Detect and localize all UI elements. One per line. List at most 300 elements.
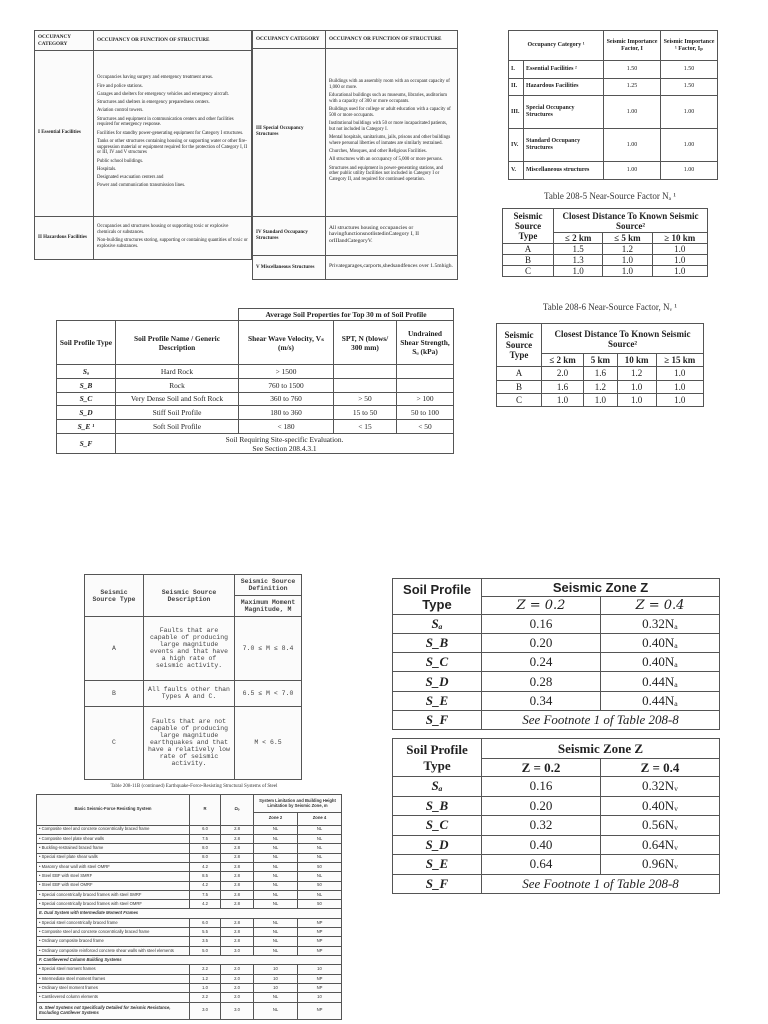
cell: 1.2 — [190, 974, 221, 983]
cell: C — [85, 706, 144, 779]
category-cell: IV Standard Occupancy Structures — [253, 216, 326, 255]
cell: 1.50 — [661, 61, 718, 79]
cell: S_F — [393, 710, 482, 729]
note-line: See Section 208.4.3.1 — [252, 443, 317, 453]
function-item: Structures and equipment in communication centers and other facilities required for emergency response. — [97, 116, 234, 128]
row-label: Standard Occupancy Structures — [524, 129, 604, 162]
header-omega: Ωₒ — [221, 795, 254, 826]
function-item: All structures housing occupancies or havingfunctionsnotlistedinCategory I, II orIIIandCategoryV. — [329, 224, 419, 244]
cell — [116, 434, 454, 454]
cell: • Special steel plate shear walls — [37, 853, 190, 862]
category-cell: III Special Occupancy Structures — [253, 49, 326, 217]
cell: 2.8 — [221, 900, 254, 909]
header-importance-p: Seismic Importance ¹ Factor, Iₚ — [661, 31, 718, 61]
cell: 0.32 — [482, 816, 601, 836]
cell: 1.0 — [603, 255, 652, 266]
cell: Sₐ — [57, 365, 116, 379]
cell: A — [497, 367, 542, 380]
header-occupancy-function: OCCUPANCY OR FUNCTION OF STRUCTURE — [94, 31, 252, 51]
table-row — [497, 380, 704, 393]
row-number: V. — [509, 162, 524, 180]
row-label: Miscellaneous structures — [524, 162, 604, 180]
cell: A — [503, 244, 554, 255]
cell: 15 to 50 — [334, 406, 397, 420]
table-row — [57, 420, 454, 434]
ca-table-panel — [392, 578, 720, 730]
cell: S_F — [393, 874, 482, 894]
cell: Sₐ — [393, 777, 482, 797]
function-item: Power and communication transmission lines. — [97, 183, 186, 189]
occupancy-table-1 — [34, 30, 252, 260]
cell: 5.0 — [190, 946, 221, 955]
cell: B — [497, 380, 542, 393]
function-item: Hospitals. — [97, 166, 117, 172]
near-source-v-caption: Table 208-6 Near-Source Factor, Nᵥ ¹ — [542, 302, 678, 312]
cell: NP — [297, 974, 341, 983]
column-header: 10 km — [617, 354, 656, 367]
header-source-type: Seismic Source Type — [85, 575, 144, 617]
cell — [397, 365, 454, 379]
cell: 0.24 — [482, 653, 601, 672]
cell: NL — [254, 872, 298, 881]
cell — [334, 378, 397, 392]
cell: 2.2 — [190, 965, 221, 974]
function-list — [326, 256, 458, 280]
cell: 6.5 ≤ M < 7.0 — [235, 680, 302, 706]
function-item: Public school buildings. — [97, 158, 144, 164]
cell: 2.0 — [542, 367, 584, 380]
cell: S_D — [393, 835, 482, 855]
header-system: Basic Seismic-Force Resisting System — [37, 795, 190, 826]
row-number: II. — [509, 78, 524, 96]
importance-table — [508, 30, 718, 180]
cell: S_E — [393, 691, 482, 710]
cell: 1.00 — [604, 129, 661, 162]
table-row — [37, 993, 342, 1002]
cell: 1.00 — [661, 129, 718, 162]
header-occupancy-function: OCCUPANCY OR FUNCTION OF STRUCTURE — [326, 31, 458, 49]
header-zone-4: Zone 4 — [297, 813, 341, 826]
column-header: ≥ 15 km — [656, 354, 703, 367]
cell: NL — [254, 881, 298, 890]
table-row — [393, 874, 720, 894]
table-row — [393, 796, 720, 816]
cell: NL — [254, 1002, 298, 1019]
cell: 2.8 — [221, 918, 254, 927]
cell: 1.2 — [617, 367, 656, 380]
cell: NP — [297, 984, 341, 993]
cell: 1.0 — [652, 255, 707, 266]
occupancy-table-1-panel — [34, 30, 252, 260]
cell: S_C — [393, 653, 482, 672]
function-list — [326, 49, 458, 217]
cell: • Special steel moment frames — [37, 965, 190, 974]
cell: 1.0 — [603, 266, 652, 277]
cell: 1.0 — [656, 393, 703, 406]
header-spt: SPT, N (blows/ 300 mm) — [334, 321, 397, 365]
cell: 0.64Nᵥ — [600, 835, 719, 855]
cell: 0.32Nₐ — [601, 615, 720, 634]
table-row — [497, 367, 704, 380]
cell: > 100 — [397, 392, 454, 406]
occupancy-table-2-panel — [252, 30, 458, 280]
source-type-table — [84, 574, 302, 780]
cell: NL — [297, 890, 341, 899]
note-line: Soil Requiring Site-specific Evaluation. — [225, 434, 344, 444]
cell: S_C — [393, 816, 482, 836]
cell: Rock — [116, 378, 239, 392]
cell: 360 to 760 — [239, 392, 334, 406]
table-row — [57, 392, 454, 406]
cell: 7.5 — [190, 834, 221, 843]
function-item: Institutional buildings with 50 or more incapacitated patients, but not included in Category I. — [329, 121, 448, 132]
column-header: Z = 0.4 — [601, 597, 720, 615]
cell: 0.20 — [482, 634, 601, 653]
cell: NL — [254, 834, 298, 843]
function-item: Aviation control towers. — [97, 108, 144, 114]
cell: 4.2 — [190, 881, 221, 890]
cell: < 15 — [334, 420, 397, 434]
cell: 8.5 — [190, 872, 221, 881]
cell: NP — [297, 937, 341, 946]
function-item: Buildings used for college or adult education with a capacity of 500 or more occupants. — [329, 107, 451, 118]
table-row — [509, 96, 718, 129]
cell: 1.0 — [542, 393, 584, 406]
table-row — [37, 834, 342, 843]
cell: 2.0 — [221, 984, 254, 993]
cell: 0.40Nₐ — [601, 653, 720, 672]
cell: > 50 — [334, 392, 397, 406]
table-row — [37, 844, 342, 853]
cell: 2.8 — [221, 834, 254, 843]
cell: 0.44Nₐ — [601, 691, 720, 710]
cell: NP — [297, 946, 341, 955]
cv-table — [392, 738, 720, 894]
header-source-type: Seismic Source Type — [497, 324, 542, 367]
cell: 1.50 — [661, 78, 718, 96]
cell: 1.0 — [190, 984, 221, 993]
occupancy-table-2 — [252, 30, 458, 280]
cell: NL — [254, 993, 298, 1002]
row-number: III. — [509, 96, 524, 129]
cell: • Composite steel and concrete concentrically braced frame — [37, 825, 190, 834]
column-header: ≤ 5 km — [603, 233, 652, 244]
table-row — [57, 378, 454, 392]
cell: NL — [254, 844, 298, 853]
row-number: I. — [509, 61, 524, 79]
cell: B — [503, 255, 554, 266]
header-seismic-zone: Seismic Zone Z — [482, 739, 720, 759]
cell: 1.6 — [584, 367, 618, 380]
cell: NP — [297, 918, 341, 927]
table-row — [57, 434, 454, 454]
near-source-a-caption: Table 208-5 Near-Source Factor Nₐ ¹ — [543, 191, 677, 201]
cell: 50 — [297, 900, 341, 909]
cell: 1.2 — [603, 244, 652, 255]
header-average-properties: Average Soil Properties for Top 30 m of Soil Profile — [239, 309, 454, 321]
cell: Soft Soil Profile — [116, 420, 239, 434]
header-distance: Closest Distance To Known Seismic Source² — [542, 324, 704, 354]
column-header: ≤ 2 km — [554, 233, 603, 244]
cell: 2.8 — [221, 862, 254, 871]
cell: NL — [254, 937, 298, 946]
cell: 2.0 — [221, 993, 254, 1002]
cell: 0.40Nᵥ — [600, 796, 719, 816]
header-occupancy-category: OCCUPANCY CATEGORY — [253, 31, 326, 49]
function-item: Privategarages,carports,shedsandfences over 1.5mhigh. — [329, 262, 453, 269]
cell: 1.50 — [604, 61, 661, 79]
table-row — [37, 890, 342, 899]
section-row — [37, 909, 342, 918]
cell: NL — [254, 946, 298, 955]
header-undrained-shear: Undrained Shear Strength, Sᵤ (kPa) — [397, 321, 454, 365]
table-row — [393, 777, 720, 797]
cell: 0.56Nᵥ — [600, 816, 719, 836]
function-item: Occupancies having surgery and emergency treatment areas. — [97, 75, 214, 81]
cell: S_E — [393, 855, 482, 875]
importance-table-panel — [508, 30, 718, 180]
cell: 3.0 — [190, 1002, 221, 1019]
cell: 1.6 — [542, 380, 584, 393]
cell: 180 to 360 — [239, 406, 334, 420]
cell: Faults that are capable of producing large magnitude events and that have a high rate of seismic activity. — [144, 617, 235, 681]
near-source-v-table — [496, 323, 704, 407]
column-header: Z = 0.2 — [482, 759, 601, 777]
ca-table — [392, 578, 720, 730]
cell: 0.64 — [482, 855, 601, 875]
table-row — [497, 393, 704, 406]
cell: 1.0 — [554, 266, 603, 277]
cell: 0.40 — [482, 835, 601, 855]
table-row — [37, 825, 342, 834]
row-number: IV. — [509, 129, 524, 162]
cell: 2.2 — [190, 993, 221, 1002]
cell: S_B — [57, 378, 116, 392]
table-row — [509, 78, 718, 96]
cell: 1.00 — [661, 96, 718, 129]
cell: 2.8 — [221, 890, 254, 899]
cell: 1.0 — [617, 380, 656, 393]
cell: 1.0 — [617, 393, 656, 406]
cell: NL — [297, 844, 341, 853]
cell: NL — [254, 853, 298, 862]
table-row — [393, 691, 720, 710]
table-row — [393, 835, 720, 855]
category-cell: II Hazardous Facilities — [35, 216, 94, 259]
cell: 8.0 — [190, 844, 221, 853]
function-list — [326, 216, 458, 255]
cell: • Special concentrically braced frames with steel SMRF — [37, 890, 190, 899]
cell: 0.32Nᵥ — [600, 777, 719, 797]
table-row — [509, 162, 718, 180]
cell: Faults that are not capable of producing large magnitude earthquakes and that have a relatively low rate of seismic activity. — [144, 706, 235, 779]
cell: 2.8 — [221, 853, 254, 862]
cell: 0.44Nₐ — [601, 672, 720, 691]
table-row — [37, 853, 342, 862]
table-row — [393, 855, 720, 875]
cell: • Steel EBF with steel SMRF — [37, 872, 190, 881]
cell: 2.8 — [221, 937, 254, 946]
row-label: Special Occupancy Structures — [524, 96, 604, 129]
category-cell: V Miscellaneous Structures — [253, 256, 326, 280]
cell: 7.0 ≤ M ≤ 8.4 — [235, 617, 302, 681]
section-heading: E. Dual System with Intermediate Moment Frames — [37, 909, 342, 918]
function-item: Buildings with an assembly room with an occupant capacity of 1,000 or more. — [329, 79, 450, 90]
cell: 2.8 — [221, 881, 254, 890]
cell: • Ordinary steel moment frames — [37, 984, 190, 993]
function-item: Garages and shelters for emergency vehicles and emergency aircraft. — [97, 91, 230, 97]
cell: • Intermediate steel moment frames — [37, 974, 190, 983]
steel-systems-caption: Table 208-11B (continued) Earthquake-Force-Resisting Structural Systems of Steel — [110, 784, 278, 789]
table-row — [393, 710, 720, 729]
cell: S_B — [393, 634, 482, 653]
source-type-panel — [84, 574, 302, 780]
cell: 6.0 — [190, 918, 221, 927]
cell: 0.96Nᵥ — [600, 855, 719, 875]
cell: • Buckling-restrained braced frame — [37, 844, 190, 853]
cell: S_C — [57, 392, 116, 406]
header-soil-profile-type: Soil Profile Type — [393, 739, 482, 777]
header-zone-2: Zone 2 — [254, 813, 298, 826]
table-row — [393, 634, 720, 653]
cell: 50 to 100 — [397, 406, 454, 420]
function-item: Churches, Mosques, and other Religious Facilities. — [329, 149, 427, 155]
cell: 6.0 — [190, 825, 221, 834]
function-item: Structures and equipment in power-generating stations, and other public utility facilities not included in Category I or Category II, and required for continued operation. — [329, 165, 444, 183]
cell: 4.2 — [190, 862, 221, 871]
cell: 2.0 — [221, 974, 254, 983]
cell: 0.40Nₐ — [601, 634, 720, 653]
soil-profile-panel — [56, 308, 454, 454]
header-source-description: Seismic Source Description — [144, 575, 235, 617]
section-heading: F. Cantilevered Column Building Systems — [37, 956, 342, 965]
cell: 0.20 — [482, 796, 601, 816]
steel-systems-table — [36, 794, 342, 1020]
table-row — [37, 881, 342, 890]
cell — [334, 365, 397, 379]
function-item: Designated evacuation centers and — [97, 175, 164, 181]
table-row — [503, 266, 708, 277]
cell: G. Steel Systems not Specifically Detailed for Seismic Resistance, Excluding Cantilever Systems — [37, 1002, 190, 1019]
cell: 4.2 — [190, 900, 221, 909]
cell: 2.8 — [221, 844, 254, 853]
cell: S_E ¹ — [57, 420, 116, 434]
cell: 2.8 — [221, 928, 254, 937]
table-row — [85, 617, 302, 681]
table-row — [57, 365, 454, 379]
cell: Sₐ — [393, 615, 482, 634]
table-row — [85, 680, 302, 706]
cell: NP — [297, 928, 341, 937]
cell: NL — [297, 872, 341, 881]
cell: < 180 — [239, 420, 334, 434]
cell: < 50 — [397, 420, 454, 434]
table-row — [37, 946, 342, 955]
cell: NP — [297, 1002, 341, 1019]
cell: NL — [254, 825, 298, 834]
table-row — [85, 706, 302, 779]
function-item: Fire and police stations. — [97, 83, 143, 89]
header-soil-profile-name: Soil Profile Name / Generic Description — [116, 321, 239, 365]
cell: 2.0 — [221, 965, 254, 974]
cell: 1.0 — [652, 266, 707, 277]
function-item: Non-building structures storing, supporting or containing quantities of toxic or explosive substances. — [97, 237, 248, 249]
header-seismic-zone: Seismic Zone Z — [482, 579, 720, 597]
table-row — [503, 244, 708, 255]
cell: • Special steel concentrically braced frame — [37, 918, 190, 927]
cell: • Composite steel plate shear walls — [37, 834, 190, 843]
cell: NL — [254, 862, 298, 871]
column-header: Z = 0.4 — [600, 759, 719, 777]
cell: • Ordinary composite reinforced concrete shear walls with steel elements — [37, 946, 190, 955]
cell: 1.25 — [604, 78, 661, 96]
category-cell: I Essential Facilities — [35, 51, 94, 217]
cell: B — [85, 680, 144, 706]
header-source-type: Seismic Source Type — [503, 209, 554, 244]
row-label: Hazardous Facilities — [524, 78, 604, 96]
cell: • Ordinary composite braced frame — [37, 937, 190, 946]
header-occupancy-category: OCCUPANCY CATEGORY — [35, 31, 94, 51]
column-header: 5 km — [584, 354, 618, 367]
cell: 1.00 — [604, 162, 661, 180]
table-row — [37, 928, 342, 937]
cell: NL — [297, 825, 341, 834]
cell: 10 — [254, 984, 298, 993]
header-r: R — [190, 795, 221, 826]
cell: 0.16 — [482, 615, 601, 634]
cell: 1.3 — [554, 255, 603, 266]
function-item: Educational buildings such as museums, libraries, auditorium with a capacity of 300 or more occupants. — [329, 93, 448, 104]
cell: 10 — [254, 965, 298, 974]
cell: C — [503, 266, 554, 277]
table-row — [37, 974, 342, 983]
cell: 1.5 — [554, 244, 603, 255]
table-row — [37, 965, 342, 974]
cell: S_B — [393, 796, 482, 816]
table-row — [393, 816, 720, 836]
column-header: ≤ 2 km — [542, 354, 584, 367]
function-item: Mental hospitals, sanitariums, jails, prisons and other buildings where personal liberties of inmates are similarly restrained. — [329, 135, 451, 146]
near-source-a-panel — [502, 208, 708, 276]
row-label: Essential Facilities ² — [524, 61, 604, 79]
table-row — [393, 615, 720, 634]
near-source-a-table — [502, 208, 708, 277]
function-item: Occupancies and structures housing or supporting toxic or explosive chemicals or substances. — [97, 223, 229, 235]
cell: 0.34 — [482, 691, 601, 710]
table-row — [509, 129, 718, 162]
cell: Hard Rock — [116, 365, 239, 379]
function-item: All structures with an occupancy of 5,000 or more persons. — [329, 157, 443, 163]
cell: 1.0 — [584, 393, 618, 406]
table-row — [37, 1002, 342, 1019]
header-soil-profile-type: Soil Profile Type — [393, 579, 482, 615]
cell: • Masonry shear wall with steel OMRF — [37, 862, 190, 871]
header-soil-profile-type: Soil Profile Type — [57, 321, 116, 365]
cell: 7.5 — [190, 890, 221, 899]
cell: 1.0 — [656, 380, 703, 393]
cell: • Steel EBF with steel OMRF — [37, 881, 190, 890]
table-row — [37, 984, 342, 993]
cell: 5.5 — [190, 928, 221, 937]
cell: NL — [297, 834, 341, 843]
cell: 3.5 — [190, 937, 221, 946]
table-row — [37, 862, 342, 871]
cell: 50 — [297, 862, 341, 871]
cell: NL — [254, 890, 298, 899]
cell: • Cantilevered column elements — [37, 993, 190, 1002]
footnote-cell: See Footnote 1 of Table 208-8 — [482, 710, 720, 729]
cell — [397, 378, 454, 392]
